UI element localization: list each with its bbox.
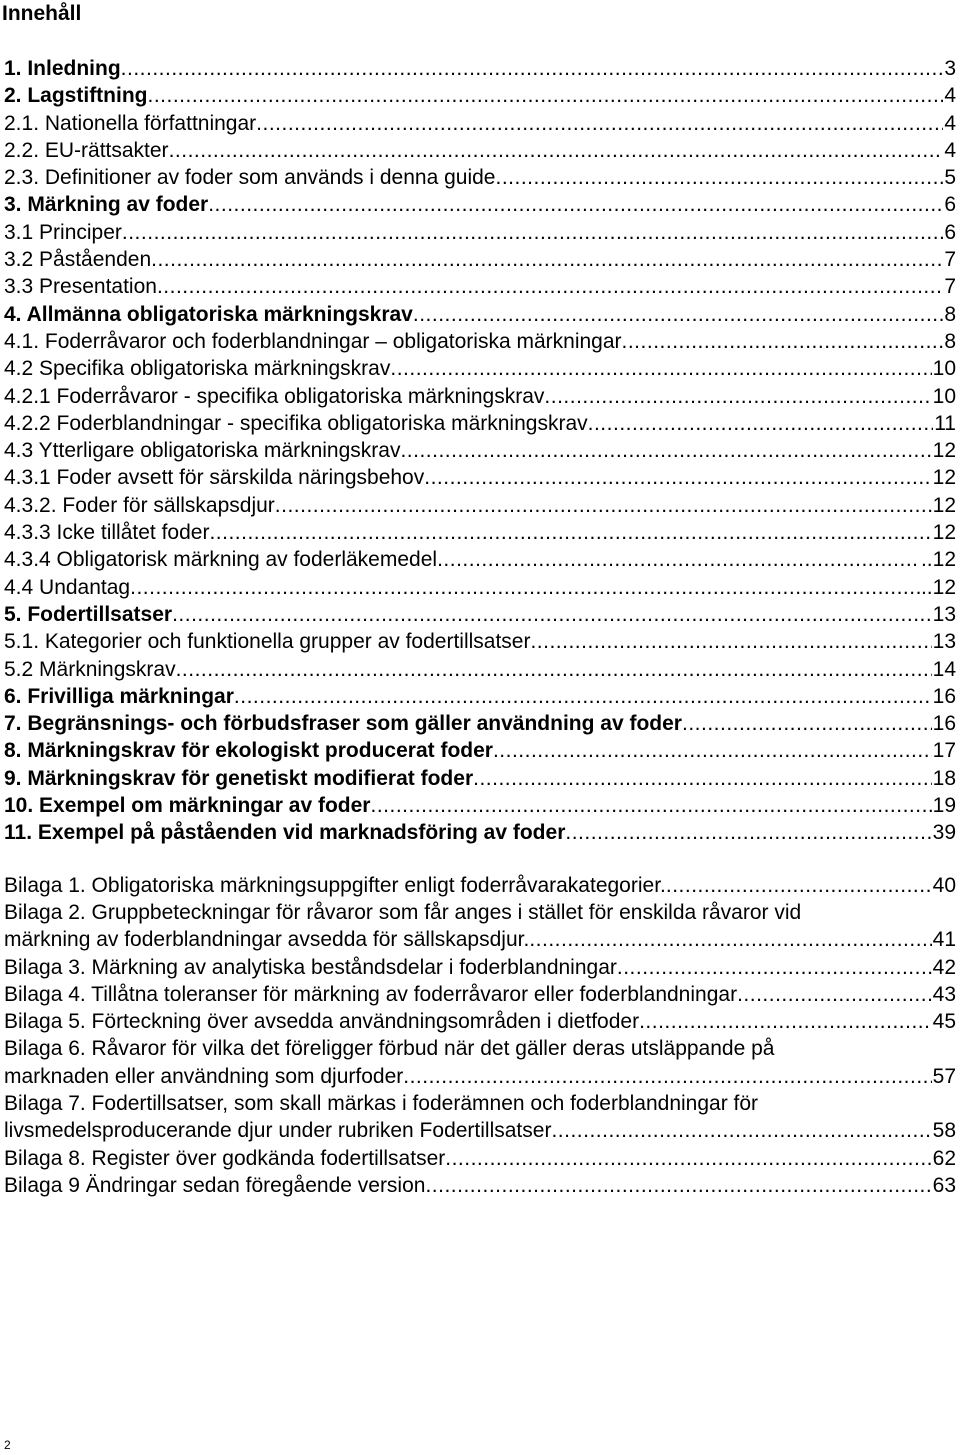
table-of-contents — [0, 55, 956, 1199]
appendix-title-line2: livsmedelsproducerande djur under rubriken Fodertillsatser — [4, 1119, 552, 1143]
toc-leader-dots — [209, 519, 931, 546]
appendix-entry[interactable] — [0, 926, 956, 953]
toc-entry[interactable] — [0, 437, 956, 464]
toc-entry[interactable] — [0, 191, 956, 218]
toc-leader-dots — [617, 954, 932, 981]
toc-entry-title: 4.3.1 Foder avsett för särskilda näringsbehov — [4, 466, 425, 490]
toc-entry[interactable] — [0, 328, 956, 355]
toc-entry-title: 4.3.3 Icke tillåtet foder — [4, 521, 210, 545]
toc-entry-page: 13 — [932, 602, 956, 626]
appendix-title: Bilaga 8. Register över godkända fodertillsatser — [4, 1146, 446, 1170]
toc-entry-page: 12 — [932, 521, 956, 545]
toc-entry[interactable] — [0, 137, 956, 164]
toc-leader-dots — [176, 656, 932, 683]
toc-entry[interactable] — [0, 765, 956, 792]
toc-entry-title: 4.4 Undantag — [4, 575, 131, 599]
toc-leader-dots — [275, 492, 932, 519]
appendix-entry[interactable] — [0, 954, 956, 981]
toc-entry-page: 7 — [944, 248, 956, 272]
appendix-entry[interactable] — [0, 1145, 956, 1172]
toc-entry-page: 6 — [944, 193, 956, 217]
toc-entry-title: 2.3. Definitioner av foder som används i denna guide — [4, 166, 496, 190]
toc-entry-page: 10 — [932, 357, 956, 381]
toc-entry-page: 39 — [932, 821, 956, 845]
toc-entry-page: ..12 — [920, 548, 956, 572]
appendix-page: 42 — [932, 955, 956, 979]
appendix-entry[interactable] — [0, 1063, 956, 1090]
toc-entry-page: 12 — [932, 466, 956, 490]
toc-entry-page: 4 — [944, 84, 956, 108]
toc-entry-page: 4 — [944, 111, 956, 135]
appendix-title-line1[interactable]: Bilaga 7. Fodertillsatser, som skall märkas i foderämnen och foderblandningar för — [4, 1091, 759, 1115]
toc-entry-page: 8 — [944, 329, 956, 353]
toc-entry-page: 4 — [944, 138, 956, 162]
toc-entry[interactable] — [0, 219, 956, 246]
toc-entry-page: 16 — [932, 712, 956, 736]
toc-entry[interactable] — [0, 601, 956, 628]
appendix-title-line2: märkning av foderblandningar avsedda för sällskapsdjur. — [4, 928, 530, 952]
toc-entry-title: 4. Allmänna obligatoriska märkningskrav — [4, 302, 413, 326]
toc-leader-dots — [622, 328, 944, 355]
toc-entry-title: 2. Lagstiftning — [4, 84, 148, 108]
toc-entry[interactable] — [0, 464, 956, 491]
toc-leader-dots — [437, 546, 920, 573]
toc-entry-title: 5.1. Kategorier och funktionella grupper av fodertillsatser — [4, 630, 531, 654]
toc-entry[interactable] — [0, 246, 956, 273]
toc-entry-title: 5.2 Märkningskrav — [4, 657, 176, 681]
appendix-page: 40 — [932, 873, 956, 897]
toc-entry[interactable] — [0, 574, 956, 601]
toc-entry[interactable] — [0, 546, 956, 573]
toc-leader-dots — [551, 1117, 931, 1144]
toc-entry-title: 2.1. Nationella författningar — [4, 111, 257, 135]
appendix-entry[interactable] — [0, 1117, 956, 1144]
toc-entry[interactable] — [0, 683, 956, 710]
toc-leader-dots — [208, 191, 943, 218]
toc-entry-title: 4.3 Ytterligare obligatoriska märkningskrav — [4, 439, 401, 463]
toc-entry-title: 4.2.2 Foderblandningar - specifika obligatoriska märkningskrav — [4, 411, 588, 435]
toc-leader-dots — [390, 355, 931, 382]
toc-leader-dots — [529, 926, 931, 953]
toc-leader-dots — [424, 464, 931, 491]
toc-leader-dots — [256, 110, 943, 137]
toc-entry-title: 2.2. EU-rättsakter — [4, 138, 169, 162]
toc-leader-dots — [234, 683, 932, 710]
appendix-page: 41 — [932, 928, 956, 952]
toc-entry-page: 5 — [944, 166, 956, 190]
toc-entry[interactable] — [0, 492, 956, 519]
toc-leader-dots — [130, 574, 920, 601]
appendix-title: Bilaga 5. Förteckning över avsedda användningsområden i dietfoder — [4, 1010, 640, 1034]
toc-entry-title: 3.3 Presentation — [4, 275, 157, 299]
toc-leader-dots — [530, 628, 931, 655]
toc-entry-title: 7. Begränsnings- och förbudsfraser som gäller användning av foder — [4, 712, 682, 736]
toc-leader-dots — [151, 246, 943, 273]
appendix-entry[interactable] — [0, 1172, 956, 1199]
toc-leader-dots — [639, 1008, 932, 1035]
toc-entry-title: 4.3.2. Foder för sällskapsdjur — [4, 493, 275, 517]
toc-entry-title: 10. Exempel om märkningar av foder — [4, 794, 371, 818]
toc-entry[interactable] — [0, 55, 956, 82]
toc-entry-page: 11 — [934, 411, 956, 435]
toc-entry-page: 3 — [944, 57, 956, 80]
appendix-title: Bilaga 1. Obligatoriska märkningsuppgifter enligt foderråvarakategorier. — [4, 873, 666, 897]
appendix-page: 63 — [932, 1173, 956, 1197]
toc-entry[interactable] — [0, 110, 956, 137]
toc-entry[interactable] — [0, 410, 956, 437]
toc-entry-page: 16 — [932, 684, 956, 708]
toc-entry-title: 6. Frivilliga märkningar — [4, 684, 234, 708]
toc-entry-page: 6 — [944, 220, 956, 244]
toc-entry-page: 12 — [932, 493, 956, 517]
toc-entry-title: 4.1. Foderråvaror och foderblandningar – obligatoriska märkningar — [4, 329, 622, 353]
toc-leader-dots — [588, 410, 934, 437]
appendix-title: Bilaga 4. Tillåtna toleranser för märkning av foderråvaror eller foderblandningar — [4, 982, 738, 1006]
toc-entry[interactable] — [0, 656, 956, 683]
toc-entry[interactable] — [0, 710, 956, 737]
toc-entry-title: 1. Inledning — [4, 57, 121, 80]
toc-leader-dots — [737, 981, 932, 1008]
page-number: 2 — [4, 1438, 11, 1452]
toc-entry[interactable] — [0, 792, 956, 819]
toc-entry[interactable] — [0, 164, 956, 191]
toc-entry[interactable] — [0, 628, 956, 655]
toc-leader-dots — [682, 710, 932, 737]
toc-leader-dots — [400, 437, 931, 464]
toc-entry-page: 18 — [932, 766, 956, 790]
toc-entry[interactable] — [0, 383, 956, 410]
toc-entry-title: 3.2 Påståenden — [4, 248, 152, 272]
appendix-page: 43 — [932, 982, 956, 1006]
toc-entry-title: 5. Fodertillsatser — [4, 602, 173, 626]
toc-entry-page: 7 — [944, 275, 956, 299]
appendix-title: Bilaga 3. Märkning av analytiska beståndsdelar i foderblandningar — [4, 955, 617, 979]
toc-entry-page: 19 — [932, 794, 956, 818]
appendix-title-line1[interactable]: Bilaga 6. Råvaror för vilka det föreligger förbud när det gäller deras utsläppande på — [4, 1037, 775, 1061]
toc-entry-page: 12 — [932, 439, 956, 463]
toc-entry-title: 3. Märkning av foder — [4, 193, 209, 217]
toc-entry-title: 4.3.4 Obligatorisk märkning av foderläkemedel — [4, 548, 438, 572]
toc-leader-dots — [121, 55, 944, 82]
toc-entry[interactable] — [0, 355, 956, 382]
page-title: Innehåll — [2, 2, 82, 25]
toc-entry-page: 17 — [932, 739, 956, 763]
toc-entry[interactable] — [0, 273, 956, 300]
appendix-page: 45 — [932, 1010, 956, 1034]
toc-leader-dots — [169, 137, 944, 164]
toc-entry-page: ..12 — [920, 575, 956, 599]
toc-entry[interactable] — [0, 737, 956, 764]
toc-entry-title: 9. Märkningskrav för genetiskt modifierat foder — [4, 766, 474, 790]
toc-entry-title: 3.1 Principer — [4, 220, 122, 244]
toc-leader-dots — [157, 273, 943, 300]
toc-leader-dots — [445, 1145, 931, 1172]
toc-leader-dots — [495, 164, 943, 191]
toc-entry-title: 4.2.1 Foderråvaror - specifika obligatoriska märkningskrav — [4, 384, 545, 408]
toc-leader-dots — [122, 219, 943, 246]
toc-entry[interactable] — [0, 301, 956, 328]
toc-entry-title: 4.2 Specifika obligatoriska märkningskrav — [4, 357, 391, 381]
toc-entry-title: 8. Märkningskrav för ekologiskt producerat foder — [4, 739, 493, 763]
appendix-title-line1[interactable]: Bilaga 2. Gruppbeteckningar för råvaror som får anges i stället för enskilda råvaror vid — [4, 900, 802, 924]
appendix-entry[interactable] — [0, 1008, 956, 1035]
toc-entry[interactable] — [0, 819, 956, 846]
toc-entry[interactable] — [0, 519, 956, 546]
toc-entry-page: 13 — [932, 630, 956, 654]
toc-entry[interactable] — [0, 82, 956, 109]
toc-leader-dots — [370, 792, 931, 819]
appendix-page: 58 — [932, 1119, 956, 1143]
appendix-title: Bilaga 9 Ändringar sedan föregående version — [4, 1173, 426, 1197]
toc-leader-dots — [544, 383, 931, 410]
toc-leader-dots — [403, 1063, 931, 1090]
toc-entry-page: 14 — [932, 657, 956, 681]
appendix-entry[interactable] — [0, 872, 956, 899]
toc-entry-page: 8 — [944, 302, 956, 326]
toc-leader-dots — [473, 765, 932, 792]
toc-leader-dots — [413, 301, 943, 328]
toc-leader-dots — [565, 819, 931, 846]
toc-entry-page: 10 — [932, 384, 956, 408]
appendix-title-line2: marknaden eller användning som djurfoder — [4, 1064, 404, 1088]
toc-leader-dots — [172, 601, 932, 628]
toc-leader-dots — [666, 872, 932, 899]
appendix-page: 62 — [932, 1146, 956, 1170]
toc-leader-dots — [148, 82, 944, 109]
appendix-page: 57 — [932, 1064, 956, 1088]
toc-entry-title: 11. Exempel på påståenden vid marknadsföring av foder — [4, 821, 566, 845]
appendix-entry[interactable] — [0, 981, 956, 1008]
toc-leader-dots — [425, 1172, 931, 1199]
toc-leader-dots — [493, 737, 932, 764]
